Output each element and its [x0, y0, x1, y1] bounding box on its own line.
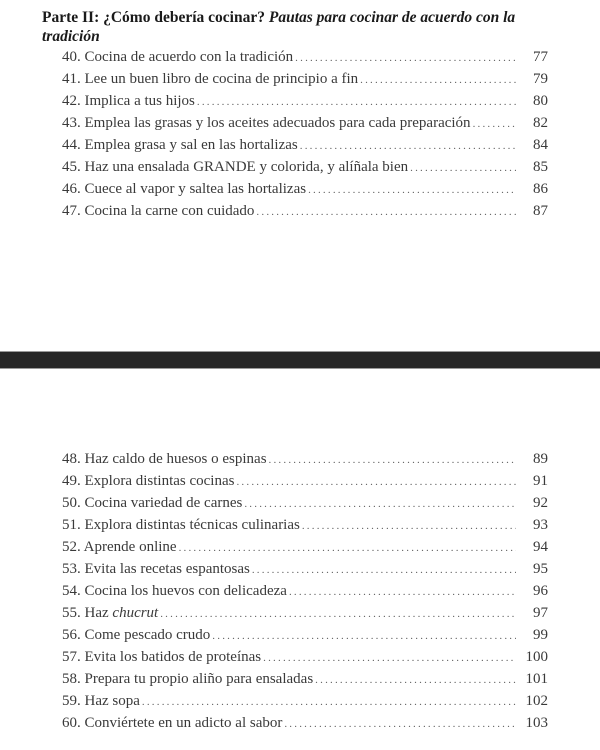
- toc-entry[interactable]: [62, 539, 548, 561]
- toc-entry-title: [62, 203, 254, 220]
- toc-entry-title-text: 53. Evita las recetas espantosas: [62, 561, 250, 577]
- toc-entry-page-number: 102: [525, 693, 548, 709]
- toc-entry-title: [62, 627, 210, 644]
- dot-leader: [160, 608, 516, 620]
- toc-entry[interactable]: [62, 159, 548, 181]
- dot-leader: [269, 454, 516, 466]
- dot-leader: [295, 52, 516, 64]
- toc-entry-title-text: 46. Cuece al vapor y saltea las hortalizas: [62, 181, 307, 197]
- toc-entry-page-number: 87: [533, 203, 548, 219]
- toc-entry[interactable]: [62, 495, 548, 517]
- toc-entry-title: [62, 159, 408, 176]
- dot-leader: [244, 498, 516, 510]
- toc-entry[interactable]: [62, 627, 548, 649]
- toc-entry-page-number: 89: [533, 451, 548, 467]
- toc-entry[interactable]: [62, 181, 548, 203]
- dot-leader: [289, 586, 516, 598]
- heading-plain: Parte II: ¿Cómo debería cocinar?: [42, 9, 265, 26]
- toc-entry-page-number: 99: [533, 627, 548, 643]
- toc-entry[interactable]: [62, 93, 548, 115]
- toc-entry[interactable]: [62, 49, 548, 71]
- toc-entry[interactable]: [62, 451, 548, 473]
- toc-entry[interactable]: [62, 115, 548, 137]
- dot-leader: [197, 96, 516, 108]
- toc-entry-title-text: 51. Explora distintas técnicas culinarias: [62, 517, 300, 533]
- toc-entry-page-number: 96: [533, 583, 548, 599]
- dot-leader: [315, 674, 516, 686]
- toc-entry[interactable]: [62, 137, 548, 159]
- toc-entry-title: [62, 605, 158, 622]
- toc-entry-title-text: 55. Haz: [62, 605, 113, 621]
- toc-entry-title: [62, 495, 242, 512]
- toc-entry-title-text: 52. Aprende online: [62, 539, 177, 555]
- dot-leader: [300, 140, 516, 152]
- toc-entry-title-text: 44. Emplea grasa y sal en las hortalizas: [62, 137, 298, 153]
- toc-entry-title-text: 49. Explora distintas cocinas: [62, 473, 235, 489]
- toc-entry-page-number: 84: [533, 137, 548, 153]
- toc-entry-title-text: 42. Implica a tus hijos: [62, 93, 195, 109]
- toc-entry[interactable]: [62, 583, 548, 605]
- dot-leader: [410, 162, 516, 174]
- toc-entry-title: [62, 649, 261, 666]
- toc-entry-title-text: 60. Conviértete en un adicto al sabor: [62, 715, 283, 731]
- toc-entry-title-text: 50. Cocina variedad de carnes: [62, 495, 243, 511]
- heading-italic: Pautas para cocinar de acuerdo con la tradición: [42, 9, 516, 45]
- toc-entry-title: [62, 715, 282, 732]
- dot-leader: [302, 520, 516, 532]
- toc-entry-page-number: 86: [533, 181, 548, 197]
- toc-entry[interactable]: [62, 715, 548, 737]
- page-separator-band: [0, 351, 600, 369]
- toc-entry[interactable]: [62, 203, 548, 225]
- toc-entry-page-number: 77: [533, 49, 548, 65]
- toc-entry-title-text: 59. Haz sopa: [62, 693, 140, 709]
- toc-entry-title-text: 58. Prepara tu propio aliño para ensaladas: [62, 671, 314, 687]
- toc-entry-title-text: 43. Emplea las grasas y los aceites adecuados para cada preparación: [62, 115, 471, 131]
- toc-entry-page-number: 93: [533, 517, 548, 533]
- toc-entry-title: [62, 71, 358, 88]
- dot-leader: [179, 542, 516, 554]
- toc-entry-title-text: 47. Cocina la carne con cuidado: [62, 203, 255, 219]
- toc-entry-title-text: 57. Evita los batidos de proteínas: [62, 649, 262, 665]
- toc-entry-title: [62, 671, 313, 688]
- dot-leader: [236, 476, 516, 488]
- toc-entry[interactable]: [62, 671, 548, 693]
- dot-leader: [263, 652, 516, 664]
- toc-entry-title: [62, 451, 267, 468]
- toc-entry[interactable]: [62, 605, 548, 627]
- toc-entry-title-text: 41. Lee un buen libro de cocina de principio a fin: [62, 71, 359, 87]
- toc-entry-page-number: 80: [533, 93, 548, 109]
- toc-entry-page-number: 103: [525, 715, 548, 731]
- toc-entry-page-number: 100: [525, 649, 548, 665]
- dot-leader: [256, 206, 516, 218]
- toc-entry-title: [62, 93, 195, 110]
- toc-entry-title: [62, 137, 298, 154]
- toc-entry-page-number: 94: [533, 539, 548, 555]
- toc-entry-title: [62, 115, 471, 132]
- section-heading: [42, 8, 522, 46]
- toc-entry-title: [62, 693, 140, 710]
- dot-leader: [308, 184, 516, 196]
- toc-entry[interactable]: [62, 649, 548, 671]
- toc-entry-page-number: 101: [525, 671, 548, 687]
- toc-entry-page-number: 97: [533, 605, 548, 621]
- toc-entry-title: [62, 49, 293, 66]
- toc-entry-title: [62, 181, 306, 198]
- toc-entry-page-number: 85: [533, 159, 548, 175]
- toc-entry-title: [62, 517, 300, 534]
- toc-entry[interactable]: [62, 71, 548, 93]
- dot-leader: [252, 564, 516, 576]
- dot-leader: [284, 718, 516, 730]
- toc-list-top: [62, 49, 548, 225]
- toc-entry-title: [62, 561, 250, 578]
- toc-entry-title: [62, 583, 287, 600]
- toc-entry-page-number: 92: [533, 495, 548, 511]
- toc-entry-title-text: 40. Cocina de acuerdo con la tradición: [62, 49, 294, 65]
- toc-entry[interactable]: [62, 561, 548, 583]
- toc-entry-page-number: 82: [533, 115, 548, 131]
- toc-entry-title-text: 48. Haz caldo de huesos o espinas: [62, 451, 267, 467]
- toc-entry-page-number: 95: [533, 561, 548, 577]
- dot-leader: [212, 630, 516, 642]
- dot-leader: [473, 118, 516, 130]
- toc-entry-title: [62, 473, 234, 490]
- toc-entry-title: [62, 539, 177, 556]
- dot-leader: [360, 74, 516, 86]
- toc-entry-title-text: 45. Haz una ensalada GRANDE y colorida, y alíñala bien: [62, 159, 409, 175]
- toc-entry-title-text: 54. Cocina los huevos con delicadeza: [62, 583, 287, 599]
- toc-entry-title-text: 56. Come pescado crudo: [62, 627, 211, 643]
- toc-list-bottom: [62, 451, 548, 737]
- dot-leader: [142, 696, 516, 708]
- toc-entry-page-number: 79: [533, 71, 548, 87]
- toc-entry-page-number: 91: [533, 473, 548, 489]
- toc-entry[interactable]: [62, 473, 548, 495]
- toc-entry-title-italic: chucrut: [112, 605, 159, 621]
- toc-entry[interactable]: [62, 517, 548, 539]
- toc-entry[interactable]: [62, 693, 548, 715]
